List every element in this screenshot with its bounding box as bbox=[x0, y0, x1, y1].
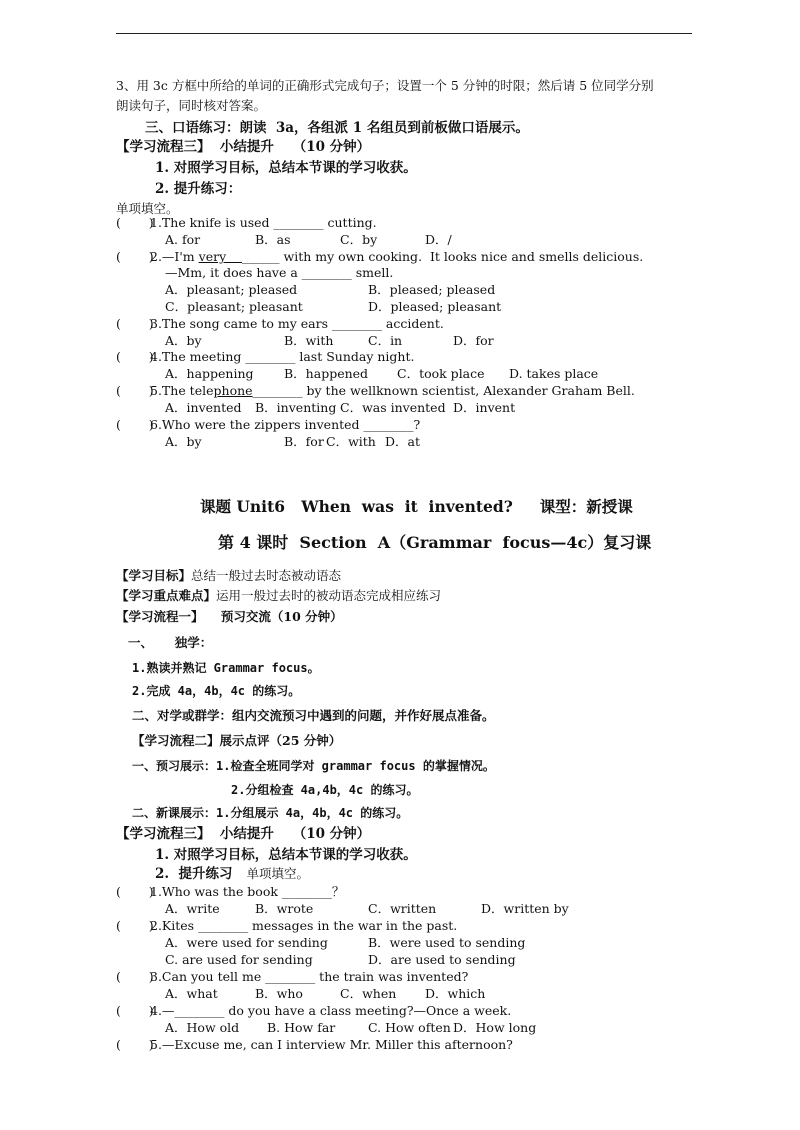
self-study-1: 1.熟读并熟记 Grammar focus。 bbox=[132, 661, 320, 675]
option-b: B．pleased; pleased bbox=[368, 282, 496, 297]
instruction-line-1: 3、用 3c 方框中所给的单词的正确形式完成句子；设置一个 5 分钟的时限；然后请 5 位同学分别 bbox=[116, 78, 654, 93]
flow3-heading: 【学习流程三】 小结提升 （10 分钟） bbox=[116, 139, 371, 155]
flow2-heading: 【学习流程二】展示点评（25 分钟） bbox=[132, 733, 342, 748]
option-a: A．write bbox=[165, 901, 220, 916]
answer-paren[interactable]: ( ) bbox=[116, 316, 154, 331]
answer-paren[interactable]: ( ) bbox=[116, 918, 154, 933]
option-d: D．written by bbox=[481, 901, 569, 916]
option-d: D．at bbox=[385, 434, 420, 449]
preview-show-1: 一、预习展示：1.检查全班同学对 grammar focus 的掌握情况。 bbox=[132, 759, 495, 773]
pair-study: 二、对学或群学：组内交流预习中遇到的问题，并作好展点准备。 bbox=[132, 708, 495, 723]
question-2 bbox=[150, 249, 643, 265]
option-b: B．were used to sending bbox=[368, 935, 526, 950]
single-choice-label: 单项填空。 bbox=[116, 201, 179, 216]
option-b: B．with bbox=[284, 333, 334, 348]
option-c: C．when bbox=[340, 986, 397, 1001]
option-a: A．pleasant; pleased bbox=[165, 282, 298, 297]
option-b: B．as bbox=[255, 232, 291, 247]
option-a: A．by bbox=[165, 333, 202, 348]
learning-goal bbox=[116, 568, 341, 584]
oral-practice: 三、口语练习：朗读 3a，各组派 1 名组员到前板做口语展示。 bbox=[145, 120, 529, 136]
option-c: C. are used for sending bbox=[165, 952, 313, 967]
option-c: C．written bbox=[368, 901, 437, 916]
goal-text: 总结一般过去时态被动语态 bbox=[191, 568, 342, 583]
new-lesson-show: 二、新课展示：1.分组展示 4a，4b，4c 的练习。 bbox=[132, 806, 409, 820]
header-rule bbox=[116, 33, 692, 34]
step1-summary: 1. 对照学习目标，总结本节课的学习收获。 bbox=[155, 847, 417, 863]
option-d: D．/ bbox=[425, 232, 452, 247]
question-5 bbox=[150, 383, 635, 399]
answer-paren[interactable]: ( ) bbox=[116, 1037, 154, 1052]
key-difficulty bbox=[116, 588, 441, 604]
option-c: C．in bbox=[368, 333, 403, 348]
flow1-heading: 【学习流程一】 预习交流（10 分钟） bbox=[116, 609, 343, 624]
option-a: A．happening bbox=[165, 366, 254, 381]
option-b: B．inventing bbox=[255, 400, 337, 415]
answer-paren[interactable]: ( ) bbox=[116, 249, 154, 264]
single-choice-label: 单项填空。 bbox=[246, 866, 310, 881]
option-c: C．took place bbox=[397, 366, 485, 381]
key-text: 运用一般过去时的被动语态完成相应练习 bbox=[216, 588, 442, 603]
option-d: D．pleased; pleasant bbox=[368, 299, 502, 314]
option-a: A．invented bbox=[165, 400, 242, 415]
option-a: A．were used for sending bbox=[165, 935, 328, 950]
step1-summary: 1. 对照学习目标，总结本节课的学习收获。 bbox=[155, 160, 417, 176]
option-d: D．for bbox=[453, 333, 494, 348]
question-4: 4.The meeting ________ last Sunday night. bbox=[150, 349, 415, 364]
question-4: 4.—________ do you have a class meeting?—Once a week. bbox=[150, 1003, 512, 1018]
option-d: D．which bbox=[425, 986, 486, 1001]
option-d: D. takes place bbox=[509, 366, 599, 381]
option-a: A. for bbox=[165, 232, 201, 247]
option-d: D．invent bbox=[453, 400, 516, 415]
answer-paren[interactable]: ( ) bbox=[116, 969, 154, 984]
option-a: A．How old bbox=[165, 1020, 240, 1035]
option-d: D．How long bbox=[453, 1020, 537, 1035]
question-2-reply: —Mm, it does have a ________ smell. bbox=[165, 265, 394, 280]
option-c: C．with bbox=[326, 434, 376, 449]
goal-label: 【学习目标】 bbox=[116, 568, 192, 583]
question-text: 5.The tele bbox=[150, 383, 214, 398]
option-a: A．what bbox=[165, 986, 218, 1001]
preview-show-2: 2.分组检查 4a,4b，4c 的练习。 bbox=[231, 783, 419, 797]
question-6: 6.Who were the zippers invented ________? bbox=[150, 417, 421, 432]
option-b: B．who bbox=[255, 986, 303, 1001]
underlined-word: phone bbox=[213, 383, 253, 398]
step2-practice: 2. 提升练习： bbox=[155, 181, 242, 197]
question-3: 3.The song came to my ears ________ accident. bbox=[150, 316, 444, 331]
option-b: B．happened bbox=[284, 366, 369, 381]
step2-label: 2. 提升练习 bbox=[155, 866, 233, 882]
lesson-subtitle: 第 4 课时 Section A（Grammar focus—4c）复习课 bbox=[218, 533, 652, 552]
answer-paren[interactable]: ( ) bbox=[116, 1003, 154, 1018]
option-b: B. How far bbox=[267, 1020, 336, 1035]
question-text: ______ with my own cooking. It looks nice and smells delicious. bbox=[242, 249, 644, 264]
question-5: 5.—Excuse me, can I interview Mr. Miller this afternoon? bbox=[150, 1037, 513, 1052]
question-text: 2.—I'm bbox=[150, 249, 199, 264]
answer-paren[interactable]: ( ) bbox=[116, 884, 154, 899]
question-1: 1.The knife is used ________ cutting. bbox=[150, 215, 377, 230]
option-b: B．for bbox=[284, 434, 324, 449]
underlined-word: very bbox=[198, 249, 243, 264]
self-study-heading: 一、 独学： bbox=[128, 635, 213, 650]
lesson-title: 课题 Unit6 When was it invented? 课型：新授课 bbox=[200, 497, 633, 516]
option-c: C．was invented bbox=[340, 400, 446, 415]
question-2: 2.Kites ________ messages in the war in the past. bbox=[150, 918, 458, 933]
option-c: C．pleasant; pleasant bbox=[165, 299, 303, 314]
question-1: 1.Who was the book ________？ bbox=[150, 884, 345, 899]
option-c: C．by bbox=[340, 232, 378, 247]
option-a: A．by bbox=[165, 434, 202, 449]
answer-paren[interactable]: ( ) bbox=[116, 383, 154, 398]
option-c: C. How often bbox=[368, 1020, 451, 1035]
answer-paren[interactable]: ( ) bbox=[116, 349, 154, 364]
answer-paren[interactable]: ( ) bbox=[116, 417, 154, 432]
self-study-2: 2.完成 4a，4b，4c 的练习。 bbox=[132, 684, 301, 698]
flow3-heading: 【学习流程三】 小结提升 （10 分钟） bbox=[116, 826, 371, 842]
step2-practice bbox=[155, 866, 309, 882]
option-d: D．are used to sending bbox=[368, 952, 516, 967]
option-b: B．wrote bbox=[255, 901, 314, 916]
instruction-line-2: 朗读句子，同时核对答案。 bbox=[116, 98, 267, 113]
question-3: 3.Can you tell me ________ the train was invented? bbox=[150, 969, 469, 984]
key-label: 【学习重点难点】 bbox=[116, 588, 217, 603]
question-text: ________ by the wellknown scientist, Alexander Graham Bell. bbox=[252, 383, 635, 398]
answer-paren[interactable]: ( ) bbox=[116, 215, 154, 230]
